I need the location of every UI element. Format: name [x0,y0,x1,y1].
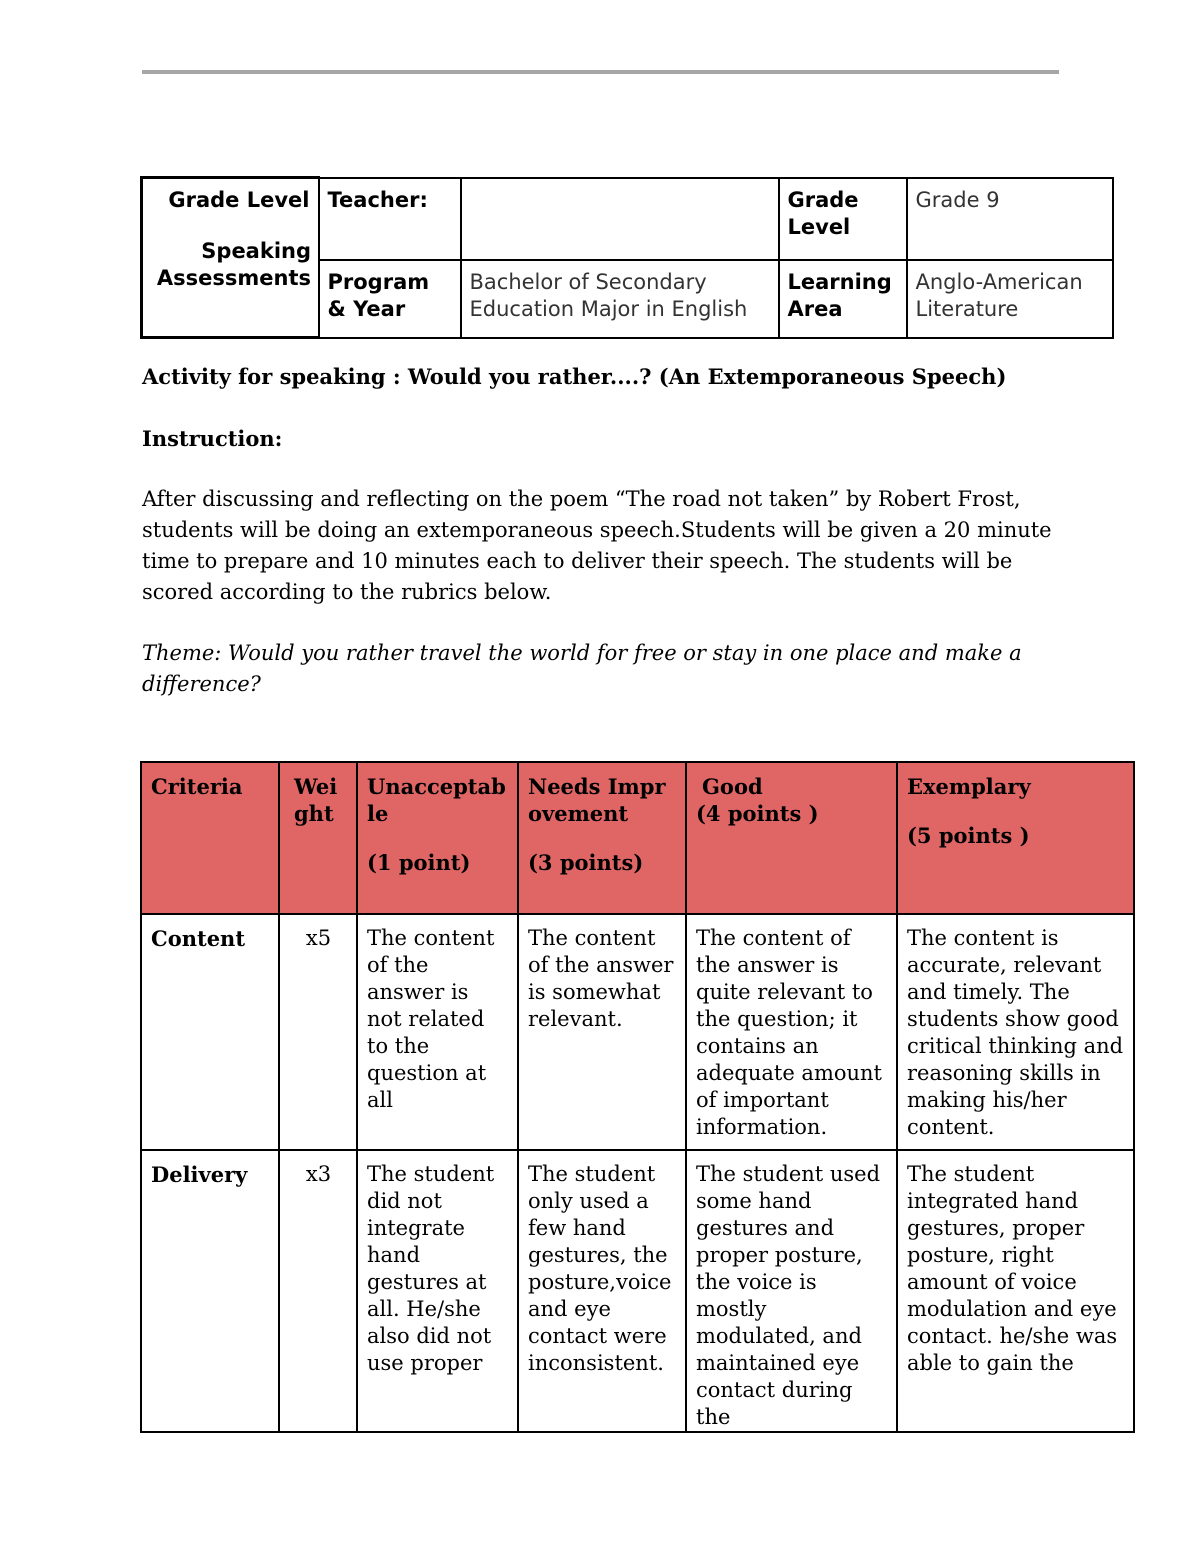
header-good-points: (4 points ) [696,801,819,826]
header-needs-improvement-cell [518,762,686,914]
theme-text: Theme: Would you rather travel the world for free or stay in one place and make a difference? [142,641,1022,696]
header-exemplary-cell [897,762,1134,914]
weight-cell: x3 [279,1150,357,1432]
header-unacceptable: Unacceptable [367,774,506,826]
top-divider [142,70,1059,74]
activity-title: Activity for speaking : Would you rather....? (An Extemporaneous Speech) [142,364,1007,389]
left-title-speaking-assessments: Speaking Assessments [156,239,311,290]
teacher-value [461,178,779,260]
header-needs-improvement-points: (3 points) [528,850,644,875]
program-label: Program & Year [319,260,461,338]
weight-cell: x5 [279,914,357,1150]
teacher-label: Teacher: [319,178,461,260]
table-row [141,1150,1134,1432]
header-exemplary-points: (5 points ) [907,823,1030,848]
learning-area-value: Anglo-American Literature [907,260,1113,338]
left-title-grade-level: Grade Level [168,188,310,212]
header-info-table [140,176,1114,339]
left-title-cell [142,178,319,338]
unacceptable-cell: The student did not integrate hand gestures at all. He/she also did not use proper [357,1150,518,1432]
header-good-cell [686,762,897,914]
rubric-header-row [141,762,1134,914]
rubric-table [140,761,1135,1433]
header-exemplary: Exemplary [907,774,1031,799]
exemplary-cell: The student integrated hand gestures, proper posture, right amount of voice modulation and eye contact. he/she was able to gain the [897,1150,1134,1432]
program-value: Bachelor of Secondary Education Major in English [461,260,779,338]
good-cell: The content of the answer is quite relevant to the question; it contains an adequate amount of important information. [686,914,897,1150]
exemplary-cell: The content is accurate, relevant and timely. The students show good critical thinking and reasoning skills in making his/her content. [897,914,1134,1150]
learning-area-label: Learning Area [779,260,907,338]
good-cell: The student used some hand gestures and proper posture, the voice is mostly modulated, and maintained eye contact during the [686,1150,897,1432]
needs-improvement-cell: The content of the answer is somewhat relevant. [518,914,686,1150]
grade-level-label: Grade Level [779,178,907,260]
needs-improvement-cell: The student only used a few hand gestures, the posture,voice and eye contact were inconsistent. [518,1150,686,1432]
instruction-heading: Instruction: [142,426,283,451]
header-criteria: Criteria [141,762,279,914]
criteria-cell: Content [141,914,279,1150]
criteria-cell: Delivery [141,1150,279,1432]
table-row [141,914,1134,1150]
unacceptable-cell: The content of the answer is not related to the question at all [357,914,518,1150]
header-good: Good [702,774,763,799]
grade-level-value: Grade 9 [907,178,1113,260]
header-needs-improvement: Needs Improvement [528,774,666,826]
header-weight: Weight [279,762,357,914]
header-unacceptable-points: (1 point) [367,850,471,875]
instruction-text: After discussing and reflecting on the poem “The road not taken” by Robert Frost, students will be doing an extemporaneous speech.Students will be given a 20 minute time to prepare and 10 minutes each to deliver their speech. The students will be scored according to the rubrics below. [142,487,1052,604]
header-unacceptable-cell [357,762,518,914]
